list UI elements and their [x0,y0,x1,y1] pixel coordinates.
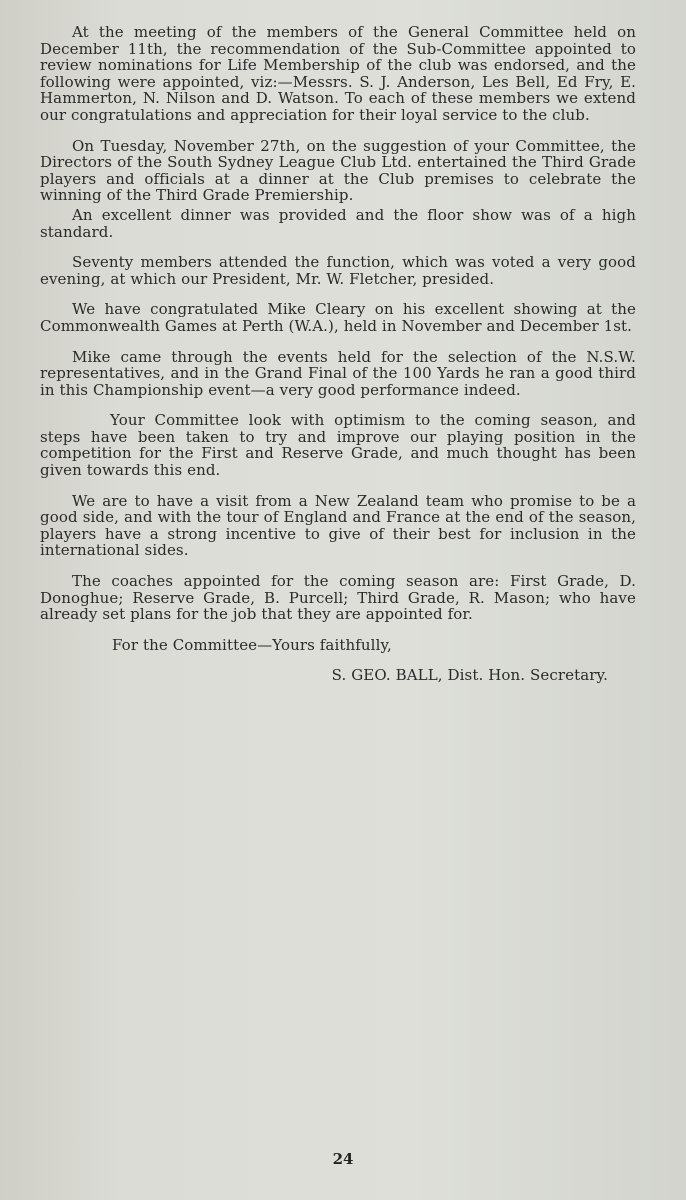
paragraph-coming-season: Your Committee look with optimism to the coming season, and steps have been taken to try and improve our playing position in the competition for the First and Reserve Grade, and much thought has been given towards this end. [40,411,636,480]
paragraph-nsw-selection: Mike came through the events held for the selection of the N.S.W. representatives, and in the Grand Final of the 100 Yards he ran a good third in this Championship event—a very good performance indeed. [40,347,636,399]
document-body [40,24,636,698]
paragraph-life-membership: At the meeting of the members of the General Committee held on December 11th, the recommendation of the Sub-Committee appointed to review nominations for Life Membership of the club was endorsed, and the following were appointed, viz:—Messrs. S. J. Anderson, Les Bell, Ed Fry, E. Hammerton, N. Nilson and D. Watson. To each of these members we extend our congratulations and appreciation for their loyal service to the club. [40,23,636,124]
paragraph-third-grade-dinner: On Tuesday, November 27th, on the suggestion of your Committee, the Directors of the South Sydney League Club Ltd. entertained the Third Grade players and officials at a dinner at the Club premises to celebrate the winning of the Third Grade Premiership. [40,136,636,205]
signature-line: S. GEO. BALL, Dist. Hon. Secretary. [331,666,608,685]
closing-line: For the Committee—Yours faithfully, [112,635,392,654]
paragraph-new-zealand-visit: We are to have a visit from a New Zealand team who promise to be a good side, and with the tour of England and France at the end of the season, players have a strong incentive to give of their best for inclusion in the international sides. [40,491,636,560]
page-number: 24 [332,1150,354,1168]
paragraph-dinner-standard: An excellent dinner was provided and the floor show was of a high standard. [40,205,636,241]
paragraph-commonwealth-games: We have congratulated Mike Cleary on his excellent showing at the Commonwealth Games at Perth (W.A.), held in November and December 1st. [40,300,636,335]
paragraph-seventy-members: Seventy members attended the function, which was voted a very good evening, at which our President, Mr. W. Fletcher, presided. [40,253,636,288]
paragraph-coaches: The coaches appointed for the coming season are: First Grade, D. Donoghue; Reserve Grade, B. Purcell; Third Grade, R. Mason; who have already set plans for the job that they are appointed for. [40,572,636,624]
